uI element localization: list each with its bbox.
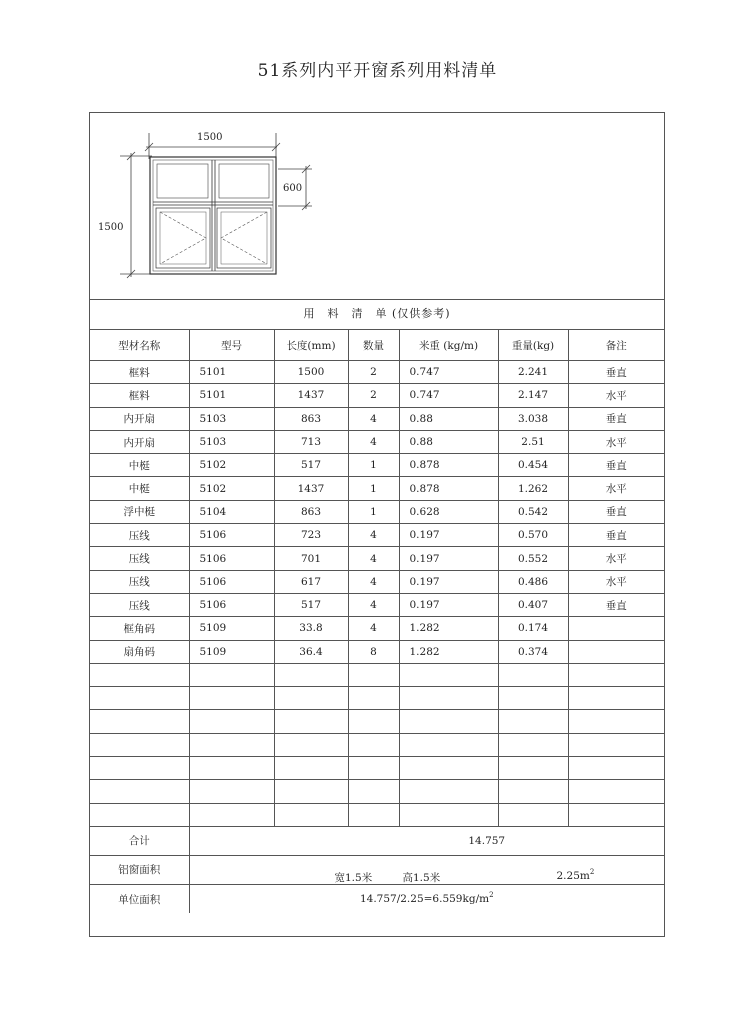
summary-value-cell [189, 826, 664, 855]
table-row [90, 430, 664, 453]
qty-cell: 2 [348, 384, 399, 407]
length-cell: 36.4 [274, 640, 348, 663]
table-row [90, 407, 664, 430]
note-cell: 垂直 [568, 500, 664, 523]
length-cell: 863 [274, 407, 348, 430]
unit-weight-cell: 0.747 [399, 384, 498, 407]
note-cell: 垂直 [568, 524, 664, 547]
weight-cell: 0.570 [498, 524, 568, 547]
window-elevation-svg [90, 113, 664, 299]
weight-cell: 2.51 [498, 430, 568, 453]
empty-cell [399, 803, 498, 826]
name-cell: 浮中梃 [90, 500, 189, 523]
unit-weight-cell: 0.878 [399, 454, 498, 477]
empty-cell [399, 757, 498, 780]
unit-weight-cell: 0.197 [399, 524, 498, 547]
header-cell: 数量 [348, 330, 399, 361]
empty-cell [498, 663, 568, 686]
weight-cell: 0.552 [498, 547, 568, 570]
weight-cell: 0.486 [498, 570, 568, 593]
header-cell: 备注 [568, 330, 664, 361]
length-cell: 701 [274, 547, 348, 570]
empty-cell [568, 733, 664, 756]
empty-cell [348, 663, 399, 686]
width-dimension-label: 1500 [197, 132, 223, 143]
note-cell: 水平 [568, 384, 664, 407]
weight-cell: 0.374 [498, 640, 568, 663]
total-value: 14.757 [468, 834, 506, 847]
name-cell: 框角码 [90, 617, 189, 640]
qty-cell: 4 [348, 593, 399, 616]
note-cell: 垂直 [568, 407, 664, 430]
right-sash-opening-mark [221, 212, 267, 264]
table-row [90, 640, 664, 663]
unit-weight-cell: 0.878 [399, 477, 498, 500]
empty-cell [90, 757, 189, 780]
name-cell: 内开扇 [90, 407, 189, 430]
empty-cell [274, 803, 348, 826]
window-outer-frame [150, 157, 276, 274]
empty-cell [568, 803, 664, 826]
note-cell: 水平 [568, 547, 664, 570]
empty-cell [90, 663, 189, 686]
model-cell: 5106 [189, 547, 274, 570]
model-cell: 5101 [189, 384, 274, 407]
qty-cell: 1 [348, 500, 399, 523]
left-sash-opening-mark [160, 212, 206, 264]
empty-table-row [90, 733, 664, 756]
model-cell: 5102 [189, 454, 274, 477]
empty-cell [348, 710, 399, 733]
summary-label: 合计 [90, 826, 189, 855]
empty-cell [189, 733, 274, 756]
length-cell: 723 [274, 524, 348, 547]
note-cell [568, 640, 664, 663]
empty-cell [348, 687, 399, 710]
length-cell: 713 [274, 430, 348, 453]
model-cell: 5103 [189, 407, 274, 430]
empty-cell [189, 663, 274, 686]
table-row [90, 617, 664, 640]
empty-cell [498, 710, 568, 733]
qty-cell: 4 [348, 617, 399, 640]
empty-cell [498, 757, 568, 780]
unit-area-value: $14.757/2.25=6.559kg/m^2$ [359, 891, 494, 906]
empty-cell [274, 687, 348, 710]
empty-cell [348, 780, 399, 803]
qty-cell: 4 [348, 547, 399, 570]
empty-cell [568, 780, 664, 803]
length-cell: 617 [274, 570, 348, 593]
name-cell: 框料 [90, 361, 189, 384]
empty-cell [189, 780, 274, 803]
qty-cell: 8 [348, 640, 399, 663]
empty-cell [498, 687, 568, 710]
empty-cell [568, 687, 664, 710]
empty-cell [498, 803, 568, 826]
qty-cell: 4 [348, 430, 399, 453]
table-row [90, 500, 664, 523]
empty-cell [189, 757, 274, 780]
qty-cell: 1 [348, 454, 399, 477]
empty-cell [274, 733, 348, 756]
weight-cell: 1.262 [498, 477, 568, 500]
name-cell: 压线 [90, 547, 189, 570]
name-cell: 扇角码 [90, 640, 189, 663]
table-row [90, 524, 664, 547]
empty-cell [274, 780, 348, 803]
unit-weight-cell: 0.197 [399, 593, 498, 616]
weight-cell: 2.147 [498, 384, 568, 407]
weight-cell: 3.038 [498, 407, 568, 430]
model-cell: 5106 [189, 593, 274, 616]
header-cell: 型材名称 [90, 330, 189, 361]
empty-table-row [90, 663, 664, 686]
unit-area-row [90, 884, 664, 913]
weight-cell: 0.174 [498, 617, 568, 640]
unit-weight-cell: 0.197 [399, 547, 498, 570]
empty-cell [274, 663, 348, 686]
empty-cell [189, 710, 274, 733]
model-cell: 5102 [189, 477, 274, 500]
model-cell: 5101 [189, 361, 274, 384]
page-title: 51系列内平开窗系列用料清单 [257, 61, 498, 81]
name-cell: 中梃 [90, 454, 189, 477]
length-cell: 33.8 [274, 617, 348, 640]
model-cell: 5109 [189, 617, 274, 640]
total-row [90, 826, 664, 855]
empty-cell [90, 687, 189, 710]
empty-cell [399, 663, 498, 686]
note-cell: 水平 [568, 477, 664, 500]
empty-cell [399, 733, 498, 756]
weight-cell: 0.407 [498, 593, 568, 616]
length-cell: 1437 [274, 477, 348, 500]
empty-cell [90, 733, 189, 756]
area-value: $2.25m^2$ [556, 867, 595, 882]
model-cell: 5106 [189, 570, 274, 593]
qty-cell: 2 [348, 361, 399, 384]
weight-cell: 0.542 [498, 500, 568, 523]
model-cell: 5103 [189, 430, 274, 453]
transom-dimension-label: 600 [283, 183, 303, 194]
empty-cell [90, 780, 189, 803]
empty-cell [348, 733, 399, 756]
model-cell: 5109 [189, 640, 274, 663]
length-cell: 1500 [274, 361, 348, 384]
empty-cell [189, 803, 274, 826]
table-row [90, 361, 664, 384]
header-cell: 重量(kg) [498, 330, 568, 361]
empty-table-row [90, 710, 664, 733]
empty-cell [348, 803, 399, 826]
table-row [90, 454, 664, 477]
empty-cell [90, 803, 189, 826]
area-width: 宽1.5米 [334, 871, 373, 884]
note-cell: 水平 [568, 570, 664, 593]
length-cell: 517 [274, 593, 348, 616]
weight-cell: 2.241 [498, 361, 568, 384]
empty-cell [568, 757, 664, 780]
note-cell: 垂直 [568, 593, 664, 616]
name-cell: 框料 [90, 384, 189, 407]
empty-cell [568, 710, 664, 733]
note-cell: 垂直 [568, 361, 664, 384]
length-cell: 1437 [274, 384, 348, 407]
right-sash [217, 208, 271, 268]
area-row [90, 855, 664, 884]
empty-cell [399, 780, 498, 803]
unit-weight-cell: 0.628 [399, 500, 498, 523]
empty-cell [498, 780, 568, 803]
empty-table-row [90, 757, 664, 780]
note-cell: 垂直 [568, 454, 664, 477]
height-dimension-label: 1500 [98, 222, 124, 233]
unit-weight-cell: 0.747 [399, 361, 498, 384]
length-cell: 863 [274, 500, 348, 523]
header-cell: 长度(mm) [274, 330, 348, 361]
qty-cell: 4 [348, 407, 399, 430]
table-row [90, 477, 664, 500]
header-cell: 型号 [189, 330, 274, 361]
document-frame [89, 112, 665, 937]
table-row [90, 384, 664, 407]
name-cell: 压线 [90, 593, 189, 616]
table-row [90, 547, 664, 570]
model-cell: 5104 [189, 500, 274, 523]
unit-weight-cell: 1.282 [399, 640, 498, 663]
empty-cell [399, 710, 498, 733]
name-cell: 中梃 [90, 477, 189, 500]
note-cell [568, 617, 664, 640]
unit-weight-cell: 1.282 [399, 617, 498, 640]
model-cell: 5106 [189, 524, 274, 547]
empty-cell [568, 663, 664, 686]
empty-table-row [90, 687, 664, 710]
empty-cell [189, 687, 274, 710]
table-row [90, 593, 664, 616]
empty-cell [498, 733, 568, 756]
upper-right-glass [219, 164, 269, 198]
weight-cell: 0.454 [498, 454, 568, 477]
qty-cell: 4 [348, 570, 399, 593]
length-cell: 517 [274, 454, 348, 477]
materials-table [90, 329, 664, 913]
window-drawing [90, 113, 664, 300]
empty-cell [274, 757, 348, 780]
qty-cell: 4 [348, 524, 399, 547]
table-header-row [90, 330, 664, 361]
upper-left-glass [157, 164, 208, 198]
name-cell: 压线 [90, 524, 189, 547]
unit-weight-cell: 0.197 [399, 570, 498, 593]
left-sash [156, 208, 210, 268]
unit-weight-cell: 0.88 [399, 407, 498, 430]
header-cell: 米重 (kg/m) [399, 330, 498, 361]
qty-cell: 1 [348, 477, 399, 500]
name-cell: 内开扇 [90, 430, 189, 453]
bom-title: 用 料 清 单 (仅供参考) [90, 299, 664, 330]
summary-value-cell [189, 884, 664, 913]
note-cell: 水平 [568, 430, 664, 453]
unit-weight-cell: 0.88 [399, 430, 498, 453]
name-cell: 压线 [90, 570, 189, 593]
empty-cell [274, 710, 348, 733]
empty-cell [90, 710, 189, 733]
table-row [90, 570, 664, 593]
empty-cell [348, 757, 399, 780]
summary-label: 铝窗面积 [90, 855, 189, 884]
summary-value-cell [189, 855, 664, 884]
empty-table-row [90, 780, 664, 803]
summary-label: 单位面积 [90, 884, 189, 913]
area-height: 高1.5米 [402, 871, 441, 884]
empty-cell [399, 687, 498, 710]
empty-table-row [90, 803, 664, 826]
